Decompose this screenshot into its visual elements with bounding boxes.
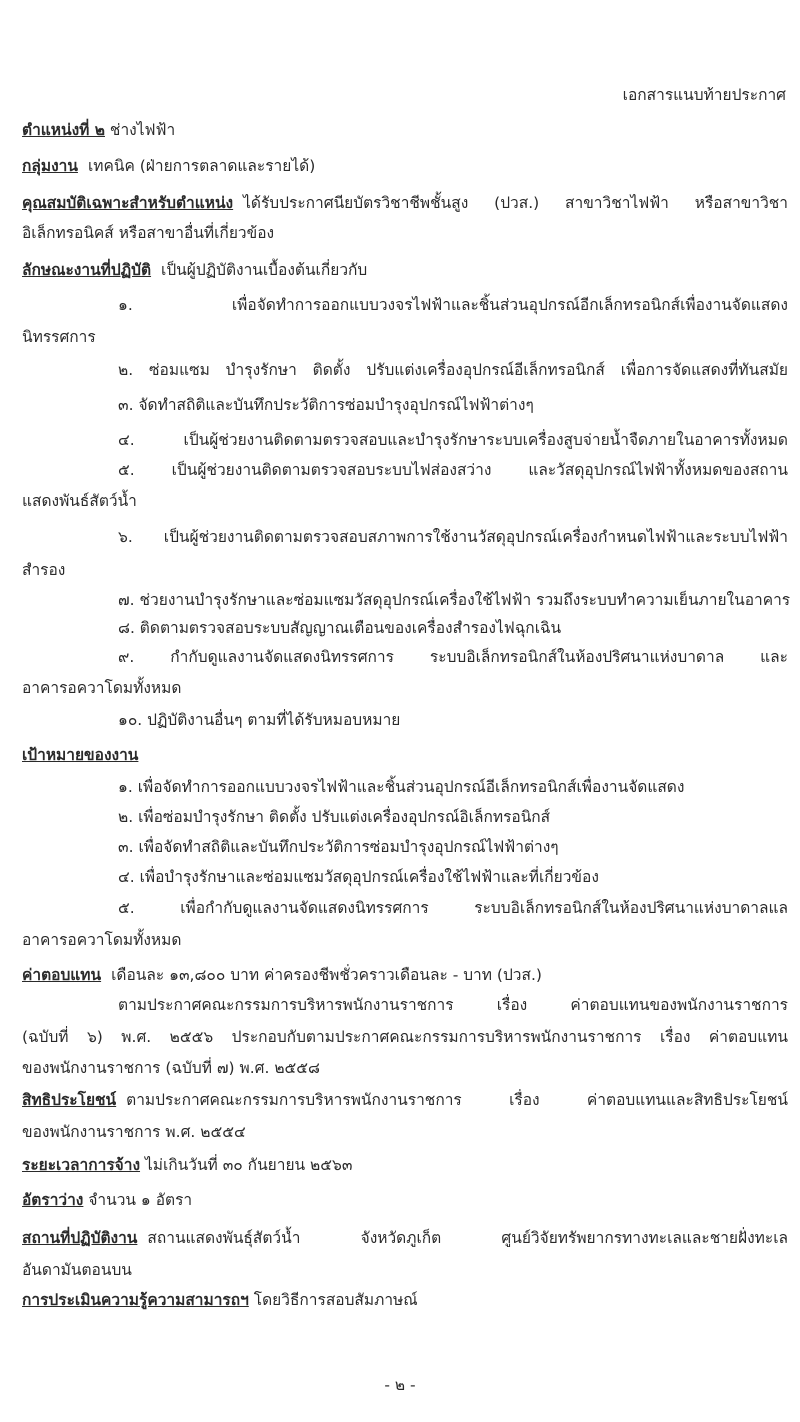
workplace-line bbox=[22, 1227, 788, 1249]
goals-label: เป้าหมายของงาน bbox=[22, 746, 139, 764]
position-label: ตำแหน่งที่ ๒ bbox=[22, 121, 105, 139]
vacancy-line bbox=[22, 1189, 788, 1211]
goal-item: ๔. เพื่อบำรุงรักษาและซ่อมแซมวัสดุอุปกรณ์เครื่องใช้ไฟฟ้าและที่เกี่ยวข้อง bbox=[118, 868, 599, 886]
duty-item-cont: แสดงพันธ์สัตว์น้ำ bbox=[22, 492, 137, 510]
page-number: - ๒ - bbox=[384, 1376, 416, 1394]
assessment-label: การประเมินความรู้ความสามารถฯ bbox=[22, 1291, 249, 1309]
compensation-value: เดือนละ ๑๓,๘๐๐ บาท ค่าครองชีพชั่วคราวเดือนละ - บาท (ปวส.) bbox=[111, 966, 542, 984]
duties-line bbox=[22, 259, 788, 281]
goals-line bbox=[22, 744, 788, 766]
benefits-label: สิทธิประโยชน์ bbox=[22, 1091, 117, 1109]
vacancy-label: อัตราว่าง bbox=[22, 1191, 84, 1209]
duty-item-cont: สำรอง bbox=[22, 561, 66, 579]
workplace-label: สถานที่ปฏิบัติงาน bbox=[22, 1229, 138, 1247]
goal-item: ๓. เพื่อจัดทำสถิติและบันทึกประวัติการซ่อมบำรุงอุปกรณ์ไฟฟ้าต่างๆ bbox=[118, 838, 559, 856]
duty-item: ๒. ซ่อมแซม บำรุงรักษา ติดตั้ง ปรับแต่งเครื่องอุปกรณ์อีเล็กทรอนิกส์ เพื่อการจัดแสดงที่ทันสมัย bbox=[118, 361, 788, 379]
goal-item: ๒. เพื่อซ่อมบำรุงรักษา ติดตั้ง ปรับแต่งเครื่องอุปกรณ์อิเล็กทรอนิกส์ bbox=[118, 808, 551, 826]
vacancy-value: จำนวน ๑ อัตรา bbox=[88, 1191, 193, 1209]
compensation-label: ค่าตอบแทน bbox=[22, 966, 102, 984]
benefits-text: ตามประกาศคณะกรรมการบริหารพนักงานราชการ เรื่อง ค่าตอบแทนและสิทธิประโยชน์ bbox=[126, 1091, 788, 1109]
duration-value: ไม่เกินวันที่ ๓๐ กันยายน ๒๕๖๓ bbox=[144, 1156, 353, 1174]
qualification-text-cont: อิเล็กทรอนิคส์ หรือสาขาอื่นที่เกี่ยวข้อง bbox=[22, 224, 275, 242]
compensation-text: (ฉบับที่ ๖) พ.ศ. ๒๕๕๖ ประกอบกับตามประกาศคณะกรรมการบริหารพนักงานราชการ เรื่อง ค่าตอบแทน bbox=[22, 1028, 788, 1046]
compensation-line bbox=[22, 964, 788, 986]
qualification-label: คุณสมบัติเฉพาะสำหรับตำแหน่ง bbox=[22, 194, 234, 212]
duty-item: ๓. จัดทำสถิติและบันทึกประวัติการซ่อมบำรุงอุปกรณ์ไฟฟ้าต่างๆ bbox=[118, 396, 534, 414]
compensation-text: ของพนักงานราชการ (ฉบับที่ ๗) พ.ศ. ๒๕๕๘ bbox=[22, 1059, 320, 1077]
duty-item: ๑๐. ปฏิบัติงานอื่นๆ ตามที่ได้รับหมอบหมาย bbox=[118, 711, 401, 729]
assessment-value: โดยวิธีการสอบสัมภาษณ์ bbox=[253, 1291, 418, 1309]
duty-item-cont: อาคารอควาโดมทั้งหมด bbox=[22, 679, 182, 697]
duty-item: ๘. ติดตามตรวจสอบระบบสัญญาณเตือนของเครื่องสำรองไฟฉุกเฉิน bbox=[118, 619, 562, 637]
goal-item-cont: อาคารอควาโดมทั้งหมด bbox=[22, 931, 182, 949]
group-label: กลุ่มงาน bbox=[22, 157, 78, 175]
benefits-line bbox=[22, 1089, 788, 1111]
group-value: เทคนิค (ฝ่ายการตลาดและรายได้) bbox=[87, 157, 316, 175]
goal-item: ๕. เพื่อกำกับดูแลงานจัดแสดงนิทรรศการ ระบบอิเล็กทรอนิกส์ในห้องปริศนาแห่งบาดาลแล bbox=[118, 899, 788, 917]
duties-intro: เป็นผู้ปฏิบัติงานเบื้องต้นเกี่ยวกับ bbox=[161, 261, 368, 279]
workplace-text-cont: อันดามันตอนบน bbox=[22, 1261, 132, 1279]
document-header: เอกสารแนบท้ายประกาศ bbox=[622, 86, 786, 104]
goal-item: ๑. เพื่อจัดทำการออกแบบวงจรไฟฟ้าและชิ้นส่วนอุปกรณ์อีเล็กทรอนิกส์เพื่องานจัดแสดง bbox=[118, 778, 685, 796]
duty-item: ๖. เป็นผู้ช่วยงานติดตามตรวจสอบสภาพการใช้งานวัสดุอุปกรณ์เครื่องกำหนดไฟฟ้าและระบบไฟฟ้า bbox=[118, 528, 788, 546]
assessment-line bbox=[22, 1289, 788, 1311]
duty-item: ๗. ช่วยงานบำรุงรักษาและซ่อมแซมวัสดุอุปกรณ์เครื่องใช้ไฟฟ้า รวมถึงระบบทำความเย็นภายในอาคาร bbox=[118, 591, 791, 609]
duty-item: ๑. เพื่อจัดทำการออกแบบวงจรไฟฟ้าและชิ้นส่วนอุปกรณ์อีกเล็กทรอนิกส์เพื่องานจัดแสดง bbox=[118, 296, 788, 314]
duration-label: ระยะเวลาการจ้าง bbox=[22, 1156, 141, 1174]
duty-item: ๙. กำกับดูแลงานจัดแสดงนิทรรศการ ระบบอิเล็กทรอนิกส์ในห้องปริศนาแห่งบาดาล และ bbox=[118, 648, 788, 666]
benefits-text-cont: ของพนักงานราชการ พ.ศ. ๒๕๕๔ bbox=[22, 1123, 246, 1141]
qualification-text: ได้รับประกาศนียบัตรวิชาชีพชั้นสูง (ปวส.) สาขาวิชาไฟฟ้า หรือสาขาวิชา bbox=[243, 194, 788, 212]
workplace-text: สถานแสดงพันธุ์สัตว์น้ำ จังหวัดภูเก็ต ศูนย์วิจัยทรัพยากรทางทะเลและชายฝั่งทะเล bbox=[147, 1229, 788, 1247]
duty-item-cont: นิทรรศการ bbox=[22, 328, 96, 346]
duty-item: ๕. เป็นผู้ช่วยงานติดตามตรวจสอบระบบไฟส่องสว่าง และวัสดุอุปกรณ์ไฟฟ้าทั้งหมดของสถาน bbox=[118, 461, 788, 479]
duration-line bbox=[22, 1154, 788, 1176]
duty-item: ๔. เป็นผู้ช่วยงานติดตามตรวจสอบและบำรุงรักษาระบบเครื่องสูบจ่ายน้ำจืดภายในอาคารทั้งหมด bbox=[118, 431, 788, 449]
compensation-text: ตามประกาศคณะกรรมการบริหารพนักงานราชการ เรื่อง ค่าตอบแทนของพนักงานราชการ bbox=[118, 996, 788, 1014]
qualification-line bbox=[22, 192, 788, 214]
position-line bbox=[22, 119, 788, 141]
group-line bbox=[22, 155, 788, 177]
duties-label: ลักษณะงานที่ปฏิบัติ bbox=[22, 261, 152, 279]
position-value: ช่างไฟฟ้า bbox=[109, 121, 176, 139]
